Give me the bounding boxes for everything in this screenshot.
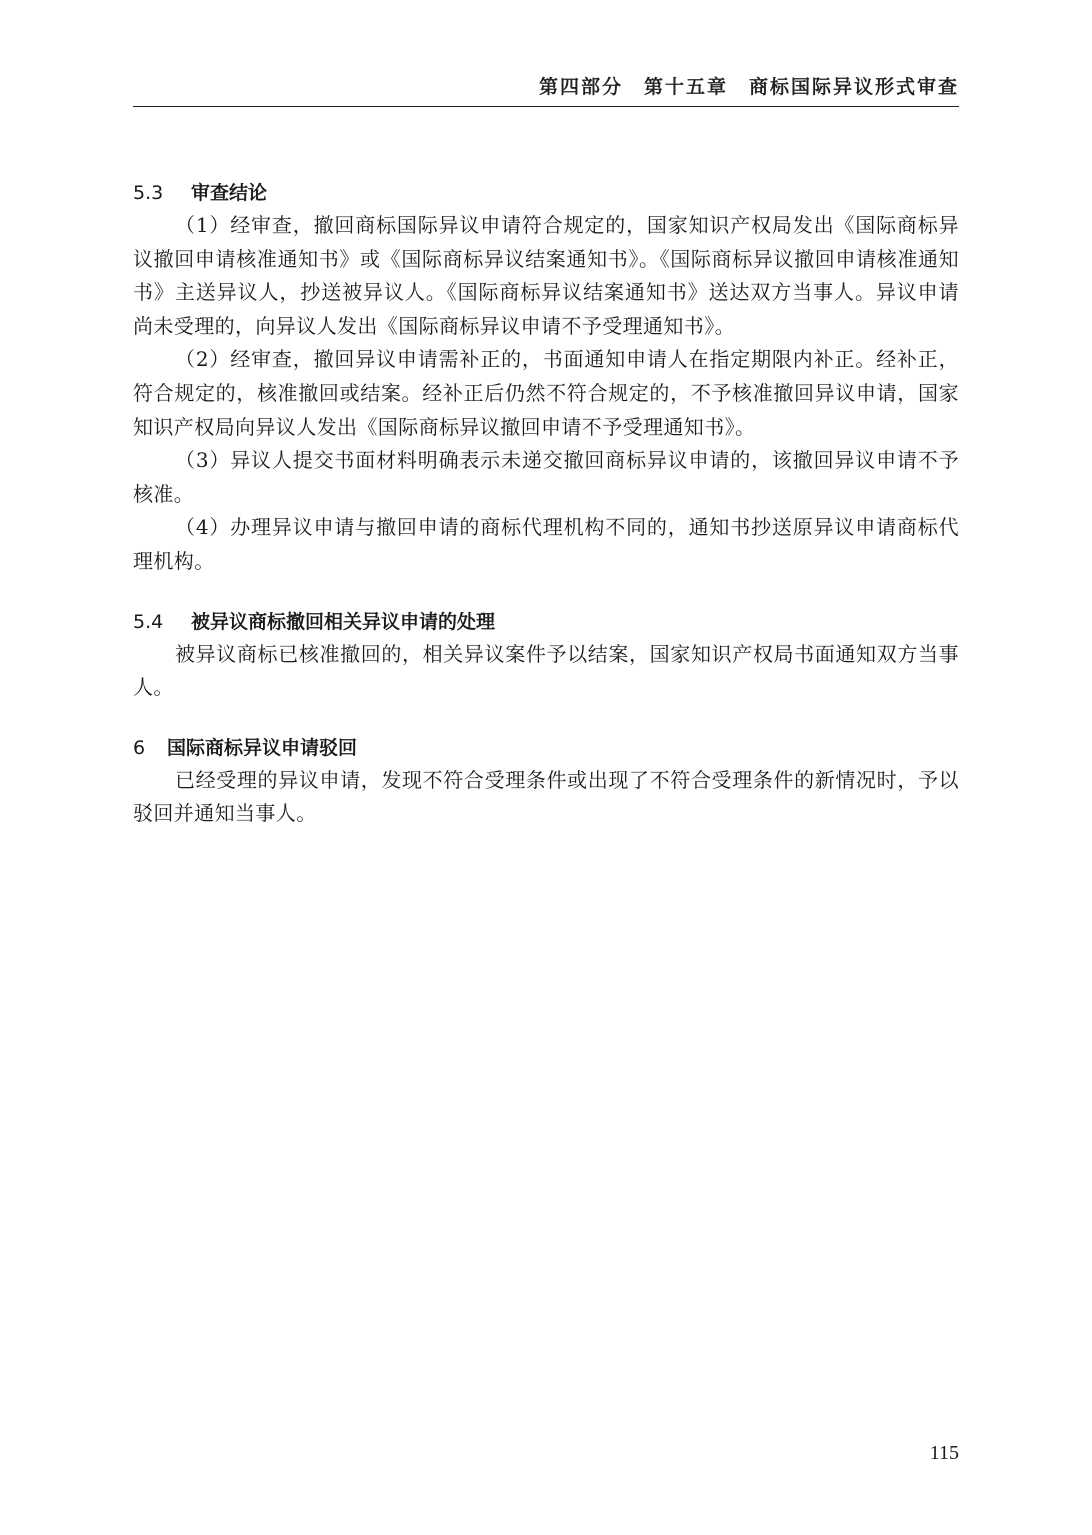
running-header: [133, 68, 959, 107]
page-body: [133, 178, 959, 831]
paragraph: 被异议商标已核准撤回的，相关异议案件予以结案，国家知识产权局书面通知双方当事人。: [133, 641, 959, 700]
section-number: 5.3: [133, 182, 164, 204]
section-heading-6: [133, 733, 959, 764]
paragraph: （1）经审查，撤回商标国际异议申请符合规定的，国家知识产权局发出《国际商标异议撤回申请核准通知书》或《国际商标异议结案通知书》。《国际商标异议撤回申请核准通知书》主送异议人，抄送被异议人。《国际商标异议结案通知书》送达双方当事人。异议申请尚未受理的，向异议人发出《国际商标异议申请不予受理通知书》。: [133, 213, 959, 338]
section-title: 国际商标异议申请驳回: [167, 736, 358, 759]
section-number: 5.4: [133, 610, 164, 633]
paragraph: （4）办理异议申请与撤回申请的商标代理机构不同的，通知书抄送原异议申请商标代理机构。: [133, 515, 959, 573]
running-title: 第四部分 第十五章 商标国际异议形式审查: [538, 76, 959, 98]
paragraph: （2）经审查，撤回异议申请需补正的，书面通知申请人在指定期限内补正。经补正，符合规定的，核准撤回或结案。经补正后仍然不符合规定的，不予核准撤回异议申请，国家知识产权局向异议人发出《国际商标异议撤回申请不予受理通知书》。: [133, 347, 959, 439]
section-title: 被异议商标撤回相关异议申请的处理: [191, 610, 496, 633]
section-heading-5-4: [133, 607, 959, 638]
page-number: 115: [929, 1442, 959, 1464]
paragraph: 已经受理的异议申请，发现不符合受理条件或出现了不符合受理条件的新情况时，予以驳回并通知当事人。: [133, 767, 959, 826]
paragraph: （3）异议人提交书面材料明确表示未递交撤回商标异议申请的，该撤回异议申请不予核准。: [133, 448, 959, 506]
section-title: 审查结论: [191, 182, 268, 204]
section-heading-5-3: [133, 178, 959, 209]
section-number: 6: [133, 736, 146, 759]
